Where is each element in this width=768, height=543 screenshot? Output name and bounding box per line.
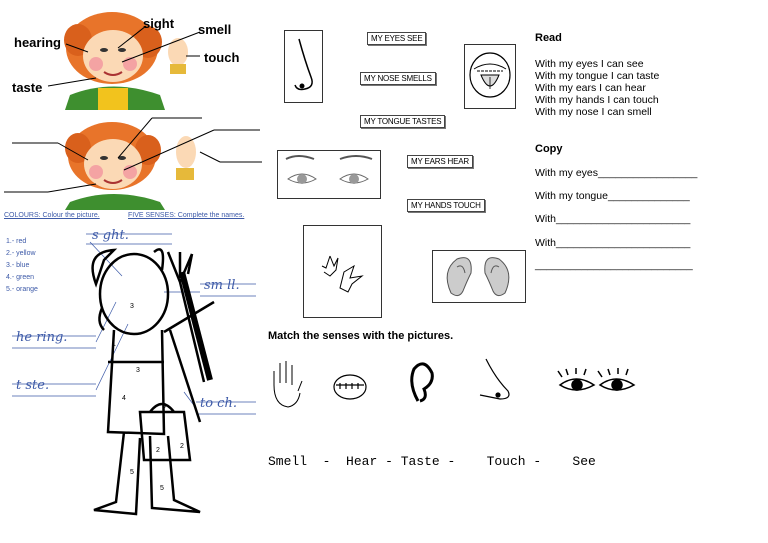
svg-text:2: 2 — [156, 447, 160, 454]
devil-coloring-illustration — [4, 212, 260, 530]
key-item: 2.- yellow — [6, 250, 36, 257]
copy-title: Copy — [535, 143, 563, 155]
dash: - — [322, 454, 331, 469]
svg-text:5: 5 — [130, 469, 134, 476]
svg-text:3: 3 — [136, 367, 140, 374]
read-line: With my hands I can touch — [535, 94, 659, 106]
senses-heading: FIVE SENSES: Complete the names. — [128, 212, 245, 219]
match-pictures — [268, 355, 648, 415]
svg-text:5: 5 — [162, 403, 166, 410]
mouth-icon — [334, 375, 366, 399]
read-section — [535, 32, 765, 118]
word-hear: Hear — [346, 454, 378, 469]
label-sight: sight — [143, 16, 175, 31]
dash: - — [385, 454, 393, 469]
copy-section — [535, 143, 765, 271]
chip-ears-hear: MY EARS HEAR — [407, 155, 473, 168]
svg-text:4: 4 — [122, 395, 126, 402]
copy-line: With_______________________ — [535, 213, 691, 225]
ear-icon-match — [412, 364, 433, 401]
blank-senses-figure — [0, 112, 265, 210]
word-touch: Touch — [486, 454, 526, 469]
key-item: 4.- green — [6, 274, 35, 281]
read-line: With my nose I can smell — [535, 106, 652, 118]
match-words-row — [268, 454, 596, 469]
svg-text:2: 2 — [180, 443, 184, 450]
read-line: With my ears I can hear — [535, 82, 646, 94]
eyes-icon — [278, 151, 380, 198]
colours-heading: COLOURS: Colour the picture. — [4, 212, 100, 219]
word-taste: Taste — [400, 454, 440, 469]
top-senses-figure — [0, 0, 265, 110]
copy-line: ___________________________ — [535, 259, 693, 271]
girl-illustration-blank — [0, 112, 265, 210]
svg-text:3: 3 — [130, 303, 134, 310]
traced-touch: to ch. — [200, 396, 237, 411]
chip-eyes-see: MY EYES SEE — [367, 32, 426, 45]
traced-taste: t ste. — [16, 378, 50, 393]
read-line: With my eyes I can see — [535, 58, 644, 70]
svg-text:5: 5 — [160, 485, 164, 492]
traced-sight: s ght. — [92, 228, 129, 243]
hands-icon — [304, 226, 381, 317]
word-smell: Smell — [268, 454, 308, 469]
key-item: 1.- red — [6, 238, 27, 245]
word-see: See — [572, 454, 596, 469]
traced-smell: sm ll. — [204, 278, 240, 293]
nose-icon — [285, 31, 322, 102]
coloring-worksheet — [4, 212, 260, 530]
svg-text:1: 1 — [112, 341, 116, 348]
key-item: 5.- orange — [6, 286, 38, 293]
ears-picture-box — [432, 250, 526, 303]
label-taste: taste — [12, 80, 43, 95]
traced-hearing: he ring. — [16, 330, 68, 345]
nose-icon-match — [480, 359, 509, 399]
read-line: With my tongue I can taste — [535, 70, 660, 82]
chip-tongue-tastes: MY TONGUE TASTES — [360, 115, 445, 128]
chip-hands-touch: MY HANDS TOUCH — [407, 199, 485, 212]
nose-picture-box — [284, 30, 323, 103]
chip-nose-smells: MY NOSE SMELLS — [360, 72, 436, 85]
label-touch: touch — [204, 50, 240, 65]
label-hearing: hearing — [14, 35, 61, 50]
copy-line: With my eyes_________________ — [535, 167, 698, 179]
match-title: Match the senses with the pictures. — [268, 330, 454, 342]
dash: - — [447, 454, 456, 469]
ear-icon — [433, 251, 525, 302]
dash: - — [533, 454, 542, 469]
hand-icon — [274, 361, 302, 407]
hands-picture-box — [303, 225, 382, 318]
copy-line: With my tongue______________ — [535, 190, 690, 202]
eyes-icon-match — [558, 368, 634, 390]
eyes-picture-box — [277, 150, 381, 199]
tongue-icon — [465, 45, 515, 108]
label-smell: smell — [198, 22, 232, 37]
mouth-picture-box — [464, 44, 516, 109]
read-title: Read — [535, 32, 562, 44]
copy-line: With_______________________ — [535, 237, 691, 249]
key-item: 3.- blue — [6, 262, 30, 269]
